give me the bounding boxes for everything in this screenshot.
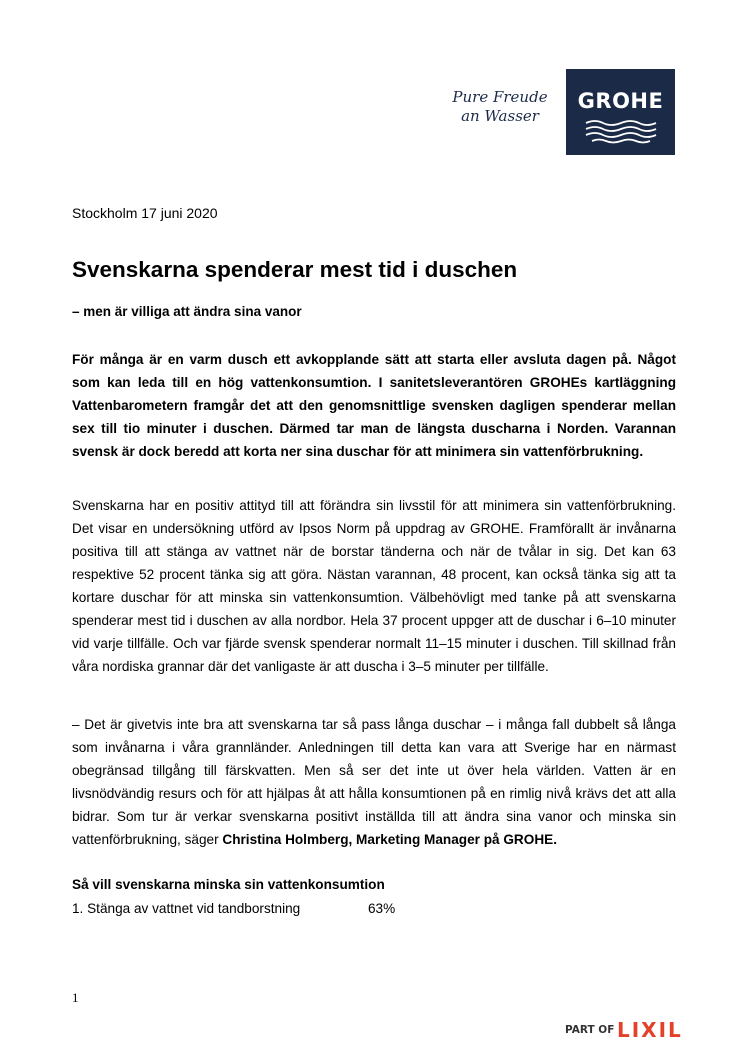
grohe-logo-text: GROHE	[577, 89, 664, 113]
list-item-value: 63%	[368, 901, 396, 916]
lixil-wordmark: LIXIL	[617, 1018, 683, 1042]
lead-paragraph: För många är en varm dusch ett avkopplande sätt att starta eller avsluta dagen på. Något som kan leda till en hög vattenkonsumtion. I sanitetsleverantören GROHEs kartläggning Vattenbarometern framgår det att den genomsnittlige svensken dagligen spenderar mellan sex till tio minuter i duschen. Därmed tar man de längsta duscharna i Norden. Varannan svensk är dock beredd att korta ner sina duschar för att minimera sin vattenförbrukning.	[72, 352, 676, 459]
tagline-line-1: Pure Freude	[452, 88, 548, 106]
part-of-label: PART OF	[565, 1024, 615, 1036]
page-number: 1	[72, 990, 79, 1005]
list-heading: Så vill svenskarna minska sin vattenkonsumtion	[72, 877, 385, 892]
body-paragraph-1: Svenskarna har en positiv attityd till att förändra sin livsstil för att minimera sin vattenförbrukning. Det visar en undersökning utförd av Ipsos Norm på uppdrag av GROHE. Framförallt är invånarna positiva till att stänga av vattnet när de borstar tänderna och när de tvålar in sig. Det kan 63 respektive 52 procent tänka sig att göra. Nästan varannan, 48 procent, kan också tänka sig att ta kortare duschar för att minska sin vattenkonsumtion. Välbehövligt med tanke på att svenskarna spenderar mest tid i duschen av alla nordbor. Hela 37 procent uppger att de duschar i 6–10 minuter vid varje tillfälle. Och var fjärde svensk spenderar normalt 11–15 minuter i duschen. Till skillnad från våra nordiska grannar där det vanligaste är att duscha i 3–5 minuter per tillfälle.	[72, 498, 676, 674]
water-waves-icon	[584, 119, 658, 145]
subtitle: – men är villiga att ändra sina vanor	[72, 304, 302, 319]
body-paragraph-2	[72, 713, 676, 851]
grohe-tagline	[440, 88, 560, 126]
tagline-line-2: an Wasser	[461, 107, 539, 125]
list-item-label: 1. Stänga av vattnet vid tandborstning	[72, 901, 301, 916]
page-title: Svenskarna spenderar mest tid i duschen	[72, 257, 518, 282]
dateline: Stockholm 17 juni 2020	[72, 205, 218, 221]
grohe-logo	[566, 69, 675, 155]
quote-speaker: Christina Holmberg, Marketing Manager på GROHE.	[222, 832, 557, 847]
quote-text: – Det är givetvis inte bra att svenskarna tar så pass långa duschar – i många fall dubbelt så långa som invånarna i våra grannländer. Anledningen till detta kan vara att Sverige har en närmast obegränsad tillgång till färskvatten. Men så ser det inte ut över hela världen. Vatten är en livsnödvändig resurs och för att hjälpas åt att hålla konsumtionen på en rimlig nivå krävs det att alla bidrar. Som tur är verkar svenskarna positivt inställda till att ändra sina vanor och minska sin vattenförbrukning, säger	[72, 717, 676, 847]
